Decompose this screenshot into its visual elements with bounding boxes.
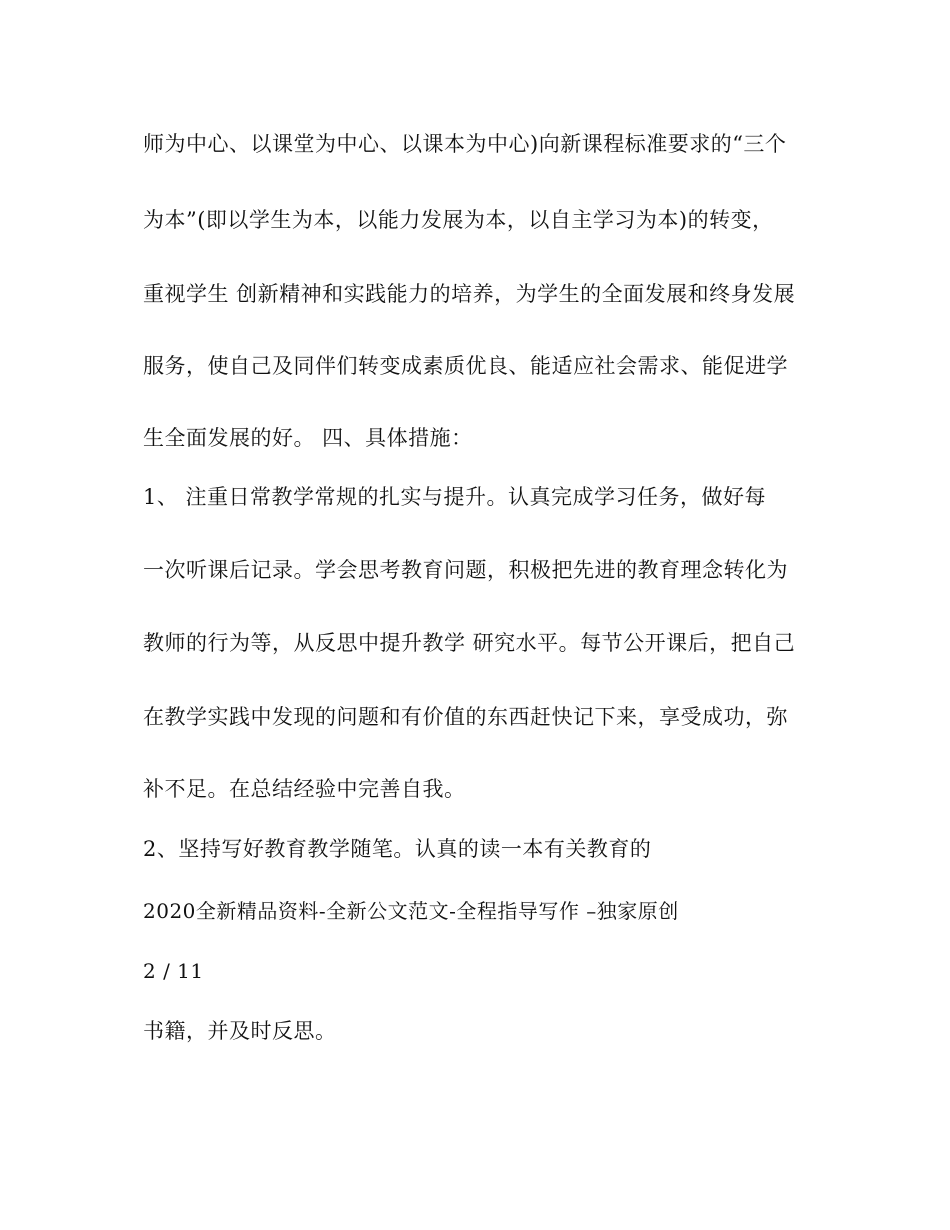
paragraph-line-3: 重视学生 创新精神和实践能力的培养，为学生的全面发展和终身发展 [143,282,796,306]
paragraph-line-4: 服务，使自己及同伴们转变成素质优良、能适应社会需求、能促进学 [143,354,788,378]
paragraph-line-1: 师为中心、以课堂为中心、以课本为中心)向新课程标准要求的“三个 [143,132,787,156]
paragraph-line-10: 补不足。在总结经验中完善自我。 [143,777,466,801]
paragraph-line-9: 在教学实践中发现的问题和有价值的东西赶快记下来，享受成功，弥 [143,705,788,729]
paragraph-line-11: 2、坚持写好教育教学随笔。认真的读一本有关教育的 [143,837,652,861]
footer-banner: 2020全新精品资料-全新公文范文-全程指导写作 –独家原创 [143,899,679,923]
page-number: 2 / 11 [143,959,204,983]
paragraph-line-5: 生全面发展的好。 四、具体措施： [143,426,473,450]
paragraph-line-2: 为本”(即以学生为本，以能力发展为本，以自主学习为本)的转变， [143,208,774,232]
paragraph-line-6: 1、 注重日常教学常规的扎实与提升。认真完成学习任务，做好每 [143,485,767,509]
paragraph-line-8: 教师的行为等，从反思中提升教学 研究水平。每节公开课后，把自己 [143,631,796,655]
paragraph-line-7: 一次听课后记录。学会思考教育问题，积极把先进的教育理念转化为 [143,558,788,582]
continuation-line: 书籍，并及时反思。 [143,1019,337,1043]
